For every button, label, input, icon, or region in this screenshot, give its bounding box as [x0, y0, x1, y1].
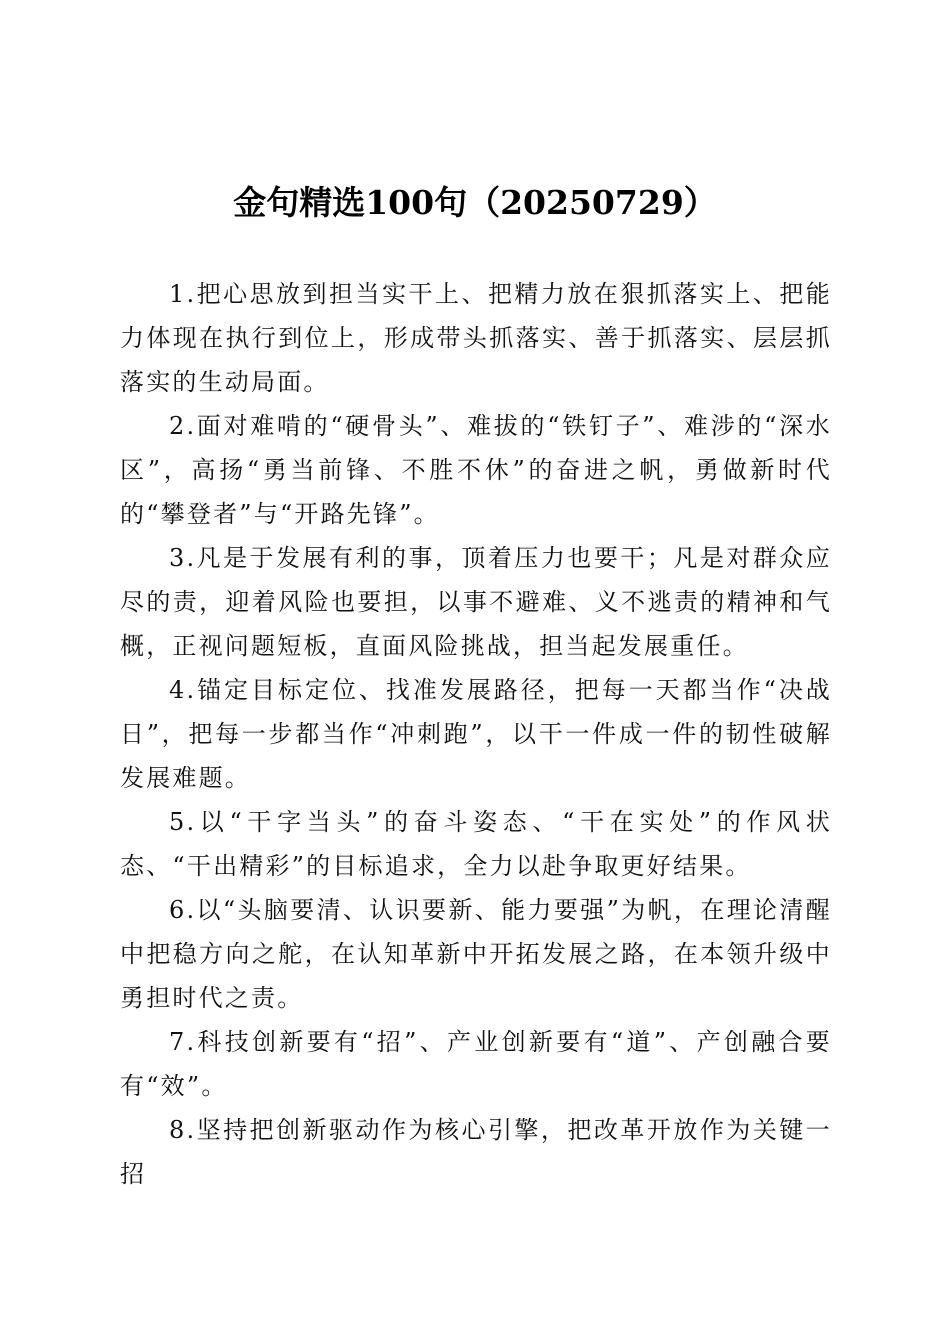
paragraph-6: 6.以“头脑要清、认识要新、能力要强”为帆，在理论清醒中把稳方向之舵，在认知革新中开拓发展之路，在本领升级中勇担时代之责。 [120, 896, 832, 1012]
page-title: 金句精选100句（20250729） [233, 183, 717, 222]
paragraph-5: 5.以“干字当头”的奋斗姿态、“干在实处”的作风状态、“干出精彩”的目标追求，全力以赴争取更好结果。 [120, 808, 832, 880]
paragraph-7: 7.科技创新要有“招”、产业创新要有“道”、产创融合要有“效”。 [120, 1028, 832, 1100]
paragraph-2: 2.面对难啃的“硬骨头”、难拔的“铁钉子”、难涉的“深水区”，高扬“勇当前锋、不胜不休”的奋进之帆，勇做新时代的“攀登者”与“开路先锋”。 [120, 412, 832, 528]
document-body [120, 272, 832, 1196]
paragraph-8: 8.坚持把创新驱动作为核心引擎，把改革开放作为关键一招 [120, 1116, 832, 1188]
paragraph-3: 3.凡是于发展有利的事，顶着压力也要干；凡是对群众应尽的责，迎着风险也要担，以事不避难、义不逃责的精神和气概，正视问题短板，直面风险挑战，担当起发展重任。 [120, 544, 832, 660]
paragraph-1: 1.把心思放到担当实干上、把精力放在狠抓落实上、把能力体现在执行到位上，形成带头抓落实、善于抓落实、层层抓落实的生动局面。 [120, 280, 832, 396]
paragraph-4: 4.锚定目标定位、找准发展路径，把每一天都当作“决战日”，把每一步都当作“冲刺跑”，以干一件成一件的韧性破解发展难题。 [120, 676, 832, 792]
